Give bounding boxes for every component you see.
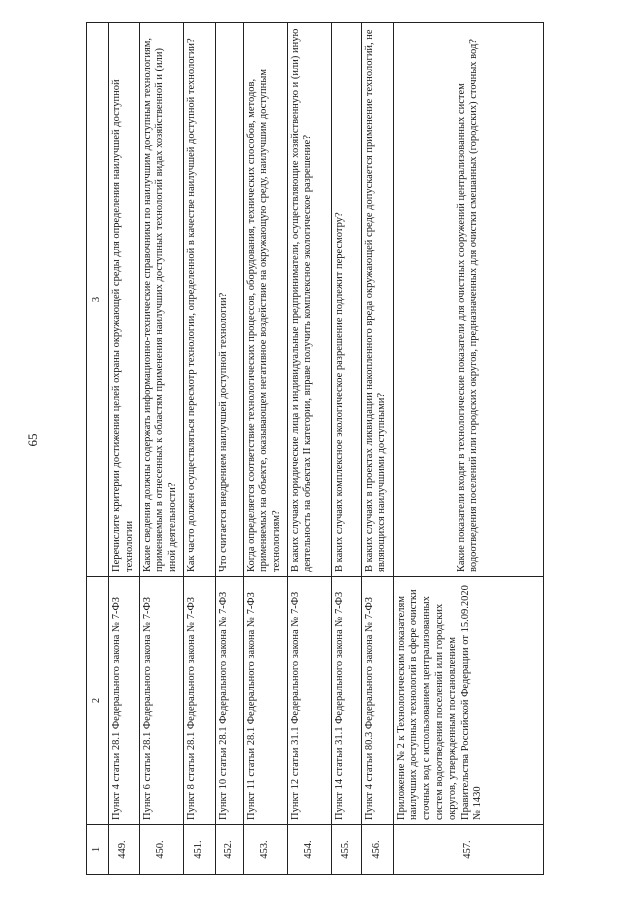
row-question: Как часто должен осуществляться пересмотр технологии, определенной в качестве наилучшей доступной технологии?: [183, 23, 215, 577]
row-question: Что считается внедрением наилучшей доступной технологии?: [215, 23, 243, 577]
table-row: [393, 23, 543, 875]
row-number: 451.: [183, 825, 215, 875]
row-number: 449.: [109, 825, 140, 875]
header-col-2: 2: [87, 577, 109, 825]
table-row: [243, 23, 287, 875]
row-number: 457.: [393, 825, 543, 875]
table-row: [215, 23, 243, 875]
header-col-1: 1: [87, 825, 109, 875]
row-number: 453.: [243, 825, 287, 875]
table-row: [361, 23, 393, 875]
questions-table: [86, 22, 544, 875]
row-source: Пункт 12 статьи 31.1 Федерального закона № 7-ФЗ: [287, 577, 331, 825]
row-question: Какие показатели входят в технологические показатели для очистных сооружений централизованных систем водоотведения поселений или городских округов, предназначенных для очистки смешанных (городских) сточных вод?: [393, 23, 543, 577]
row-source: Пункт 4 статьи 80.3 Федерального закона № 7-ФЗ: [361, 577, 393, 825]
row-question: Перечислите критерии достижения целей охраны окружающей среды для определения наилучшей доступной технологии: [109, 23, 140, 577]
row-source: Пункт 4 статьи 28.1 Федерального закона № 7-ФЗ: [109, 577, 140, 825]
row-number: 456.: [361, 825, 393, 875]
row-source: Пункт 11 статьи 28.1 Федерального закона № 7-ФЗ: [243, 577, 287, 825]
row-question: В каких случаях в проектах ликвидации накопленного вреда окружающей среде допускается применение технологий, не являющихся наилучшими доступными?: [361, 23, 393, 577]
table-row: [183, 23, 215, 875]
page-number: 65: [25, 433, 40, 447]
row-source: Пункт 14 статьи 31.1 Федерального закона № 7-ФЗ: [331, 577, 361, 825]
table-row: [287, 23, 331, 875]
table-row: [331, 23, 361, 875]
row-source: Пункт 6 статьи 28.1 Федерального закона № 7-ФЗ: [139, 577, 183, 825]
row-number: 455.: [331, 825, 361, 875]
row-number: 452.: [215, 825, 243, 875]
row-question: В каких случаях комплексное экологическое разрешение подлежит пересмотру?: [331, 23, 361, 577]
row-question: В каких случаях юридические лица и индивидуальные предприниматели, осуществляющие хозяйственную и (или) иную деятельность на объектах II категории, вправе получить комплексное экологическое разрешение?: [287, 23, 331, 577]
row-source: Пункт 10 статьи 28.1 Федерального закона № 7-ФЗ: [215, 577, 243, 825]
row-question: Когда определяется соответствие технологических процессов, оборудования, технических способов, методов, применяемых на объекте, оказывающем негативное воздействие на окружающую среду, наилучшим доступным технологиям?: [243, 23, 287, 577]
table-row: [139, 23, 183, 875]
rotated-page: [86, 23, 544, 875]
row-source: Пункт 8 статьи 28.1 Федерального закона № 7-ФЗ: [183, 577, 215, 825]
row-question: Какие сведения должны содержать информационно-технические справочники по наилучшим доступным технологиям, применяемым в отнесенных к областям применения наилучших доступных технологий видах хозяйственной и (или) иной деятельности?: [139, 23, 183, 577]
header-col-3: 3: [87, 23, 109, 577]
row-number: 454.: [287, 825, 331, 875]
table-row: [109, 23, 140, 875]
table-header-row: [87, 23, 109, 875]
row-number: 450.: [139, 825, 183, 875]
row-source: Приложение № 2 к Технологическим показателям наилучших доступных технологий в сфере очистки сточных вод с использованием централизованных систем водоотведения поселений или городских округов, утвержденным постановлением Правительства Российской Федерации от 15.09.2020 № 1430: [393, 577, 543, 825]
